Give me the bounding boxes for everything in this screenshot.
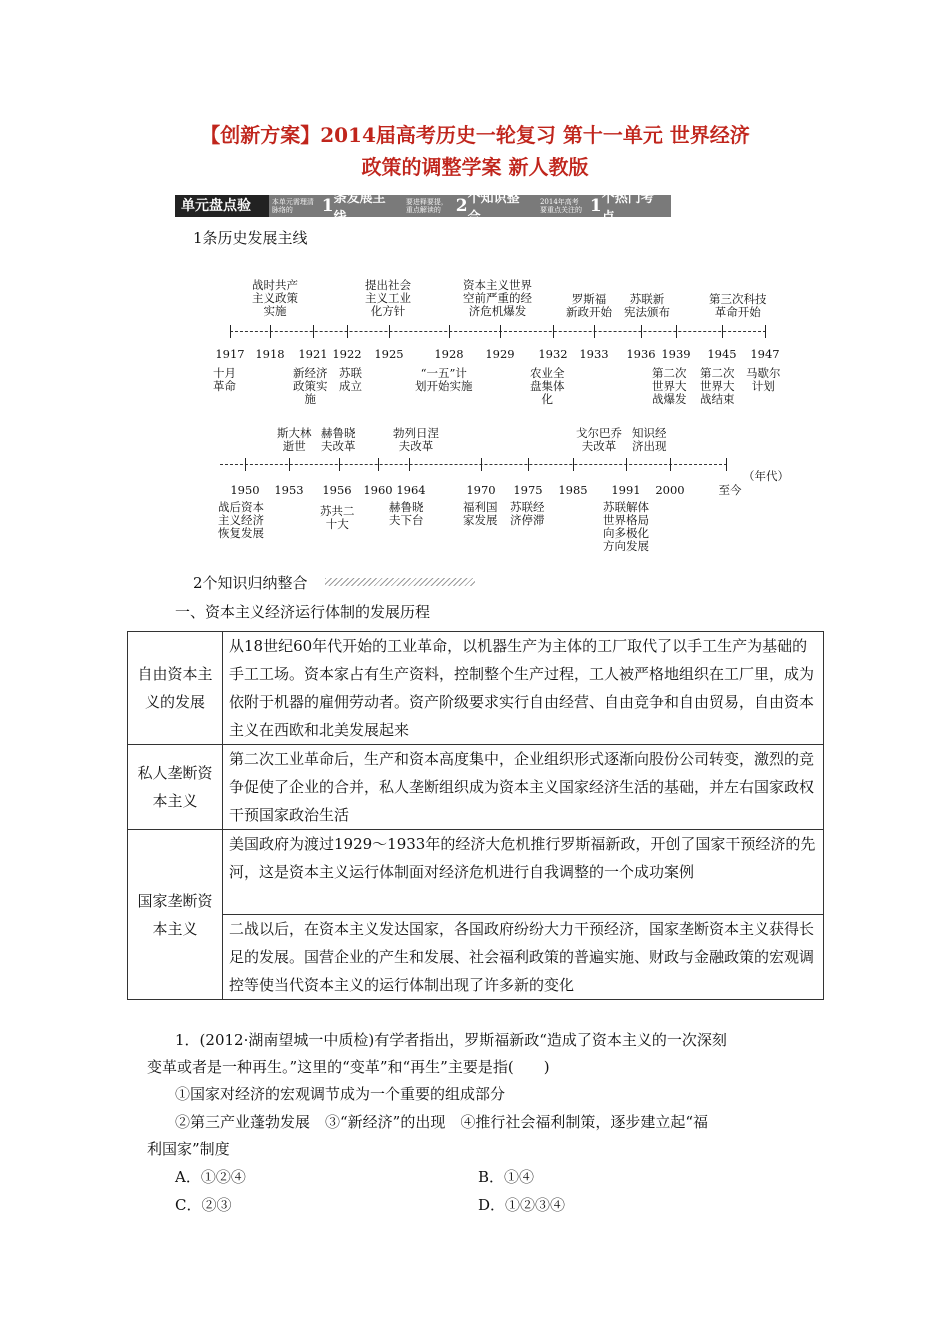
timeline-2-event: 福利国 家发展 [463,500,498,527]
timeline-1-event: 苏联 成立 [339,366,362,393]
timeline-1-tick [553,325,554,338]
timeline-2-axis [220,464,727,465]
timeline-1-event: 提出社会 主义工业 化方针 [365,278,411,318]
timeline-2-tick [409,458,410,471]
table-cell: 从18世纪60年代开始的工业革命，以机器生产为主体的工厂取代了以手工生产为基础的手工工场。资本家占有生产资料，控制整个生产过程，工人被严格地组织在工厂里，成为依附于机器的雇佣劳动者。资产阶级要求实行自由经营、自由竞争和自由贸易，自由资本主义在西欧和北美发展起来 [223,632,824,745]
section2-hatch [325,578,475,586]
timeline-1-tick [449,325,450,338]
timeline-2-unit: （年代） [743,469,789,483]
capitalism-table [127,631,824,1000]
timeline-1-year: 1936 [626,347,656,361]
timeline-1-year: 1928 [434,347,464,361]
timeline-2-year: 至今 [718,483,742,497]
timeline-2-event: 苏联经 济停滞 [510,500,545,527]
timeline-2-tick [339,458,340,471]
timeline-1-tick [722,325,723,338]
timeline-1-event: “一五”计 划开始实施 [415,366,473,393]
banner-note3: 2014年高考要重点关注的 [539,198,582,214]
timeline-2-event: 苏共二 十大 [320,504,355,531]
timeline-2-tick [670,458,671,471]
banner-num3: 1 [589,196,602,216]
timeline-2-year: 1953 [274,483,304,497]
timeline-1-year: 1925 [374,347,404,361]
timeline-2-event: 戈尔巴乔 夫改革 [576,426,622,453]
timeline-1-event: 苏联新 宪法颁布 [624,292,670,319]
timeline-1-event: 资本主义世界 空前严重的经 济危机爆发 [463,278,532,318]
option-b[interactable]: B．①④ [478,1168,535,1186]
timeline-1-tick [594,325,595,338]
timeline-1-event: 罗斯福 新政开始 [566,292,612,319]
timeline-1-year: 1921 [298,347,328,361]
banner-cap2: 个知识整合 [467,191,520,225]
doc-title-line2: 政策的调整学案 新人教版 [361,155,589,179]
timeline-1-event: 第二次 世界大 战爆发 [652,366,687,406]
timeline-2-event: 勃列日涅 夫改革 [393,426,439,453]
banner-note1: 本单元需理清脉络的 [271,198,314,214]
table-row-head: 私人垄断资本主义 [128,745,223,830]
section1-title: 1条历史发展主线 [193,229,308,247]
timeline-1-tick [389,325,390,338]
table-row [128,745,824,830]
banner-note2: 要进释要提，重点解读的 [405,198,448,214]
timeline-2-year: 1964 [396,483,426,497]
option-d[interactable]: D．①②③④ [478,1196,566,1214]
timeline-1-event: 十月 革命 [213,366,236,393]
banner-num1: 1 [321,196,334,216]
timeline-2-event: 战后资本 主义经济 恢复发展 [218,500,264,540]
timeline-1-tick [270,325,271,338]
banner-cap1: 条发展主线 [333,191,386,225]
timeline-2-year: 1985 [558,483,588,497]
timeline-2-tick [528,458,529,471]
timeline-1-year: 1947 [750,347,780,361]
option-c[interactable]: C．②③ [175,1196,232,1214]
timeline-1-year: 1932 [538,347,568,361]
timeline-1-axis [230,331,766,332]
section2-title: 2个知识归纳整合 [193,574,308,592]
timeline-2-tick [481,458,482,471]
timeline-2-year: 2000 [655,483,685,497]
timeline-2-year: 1975 [513,483,543,497]
banner-main: 单元盘点验收 [175,195,269,217]
table-cell: 二战以后，在资本主义发达国家，各国政府纷纷大力干预经济，国家垄断资本主义获得长足的发展。国营企业的产生和发展、社会福利政策的普遍实施、财政与金融政策的宏观调控等使当代资本主义的运行体制出现了许多新的变化 [223,915,824,1000]
timeline-1-tick [347,325,348,338]
timeline-1-event: 马歇尔 计划 [746,366,781,393]
timeline-1-year: 1939 [661,347,691,361]
section2-subtitle: 一、资本主义经济运行体制的发展历程 [175,603,431,621]
timeline-1-tick [230,325,231,338]
timeline-2-tick [726,458,727,471]
timeline-2-tick [626,458,627,471]
timeline-1-tick [641,325,642,338]
timeline-1-tick [313,325,314,338]
option-a[interactable]: A．①②④ [175,1168,246,1186]
timeline-1-tick [676,325,677,338]
timeline-2-year: 1970 [466,483,496,497]
question-stem-1: 1．(2012·湖南望城一中质检)有学者指出，罗斯福新政“造成了资本主义的一次深刻 [175,1031,727,1049]
table-row [128,632,824,745]
timeline-2-year: 1991 [611,483,641,497]
timeline-2-year: 1960 [363,483,393,497]
timeline-1-year: 1929 [485,347,515,361]
timeline-1-event: 新经济 政策实 施 [293,366,328,406]
timeline-2-event: 苏联解体 世界格局 向多极化 方向发展 [603,500,649,553]
table-cell: 美国政府为渡过1929～1933年的经济大危机推行罗斯福新政，开创了国家干预经济的先河，这是资本主义运行体制面对经济危机进行自我调整的一个成功案例 [223,830,824,915]
table-row-head: 自由资本主义的发展 [128,632,223,745]
timeline-1-tick [765,325,766,338]
timeline-2-event: 赫鲁晓 夫改革 [321,426,356,453]
timeline-1-year: 1918 [255,347,285,361]
timeline-1-tick [500,325,501,338]
table-row-head: 国家垄断资本主义 [128,830,223,1000]
timeline-1-year: 1945 [707,347,737,361]
timeline-2-tick [289,458,290,471]
timeline-2-tick [245,458,246,471]
banner-cap3: 个热门考点 [601,191,654,225]
timeline-2-year: 1950 [230,483,260,497]
timeline-2-tick [378,458,379,471]
banner-num2: 2 [455,196,468,216]
table-row [128,915,824,1000]
question-item-2b: 利国家”制度 [147,1140,230,1158]
timeline-2-year: 1956 [322,483,352,497]
doc-title-line1: 【创新方案】2014届高考历史一轮复习 第十一单元 世界经济 [200,123,750,147]
timeline-1-event: 农业全 盘集体 化 [530,366,565,406]
question-item-2a: ②第三产业蓬勃发展 ③“新经济”的出现 ④推行社会福利制策，逐步建立起“福 [175,1113,709,1131]
timeline-1-event: 第三次科技 革命开始 [709,292,767,319]
table-cell: 第二次工业革命后，生产和资本高度集中，企业组织形式逐渐向股份公司转变，激烈的竞争促使了企业的合并，私人垄断组织成为资本主义国家经济生活的基础，并左右国家政权干预国家政治生活 [223,745,824,830]
unit-banner [175,191,671,236]
timeline-2-event: 斯大林 逝世 [277,426,312,453]
timeline-2-event: 知识经 济出现 [632,426,667,453]
table-row [128,830,824,915]
timeline-2-tick [573,458,574,471]
timeline-1-year: 1933 [579,347,609,361]
timeline-1-event: 战时共产 主义政策 实施 [252,278,298,318]
timeline-1-year: 1922 [332,347,362,361]
question-item-1: ①国家对经济的宏观调节成为一个重要的组成部分 [175,1085,506,1103]
timeline-1-year: 1917 [215,347,245,361]
timeline-1-event: 第二次 世界大 战结束 [700,366,735,406]
timeline-2-event: 赫鲁晓 夫下台 [389,500,424,527]
question-stem-2: 变革或者是一种再生。”这里的“变革”和“再生”主要是指( ) [147,1058,550,1076]
